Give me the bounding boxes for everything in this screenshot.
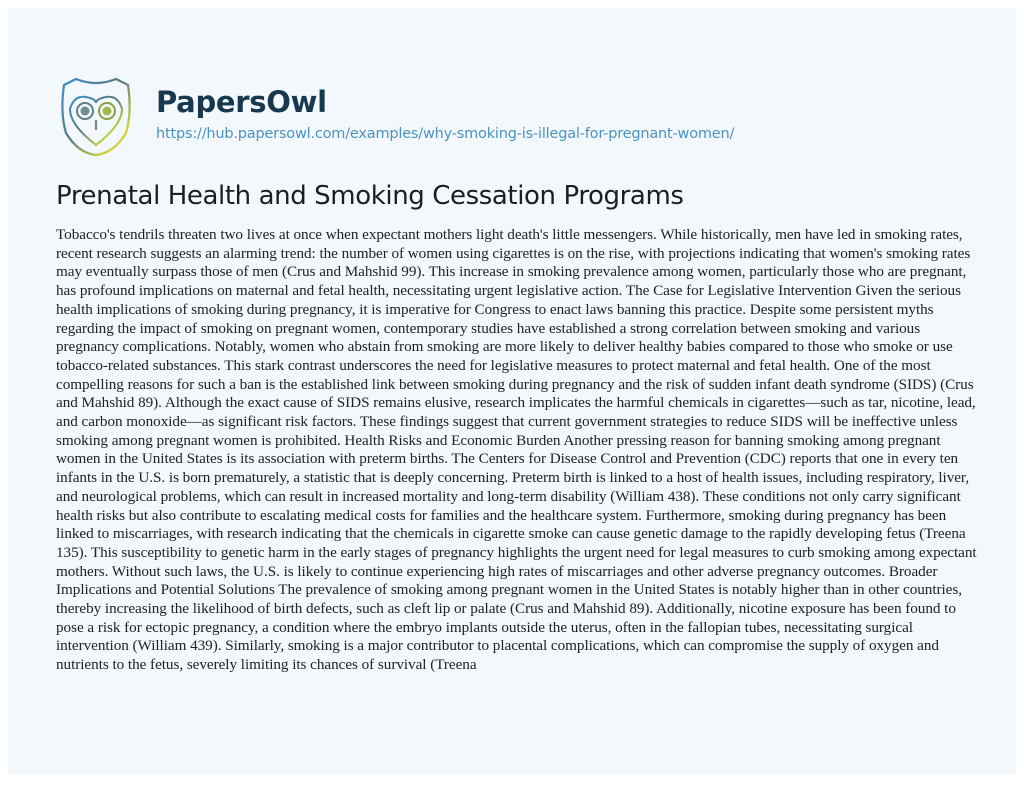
document-card	[8, 8, 1016, 774]
document-body: Tobacco's tendrils threaten two lives at once when expectant mothers light death's little messengers. While historically, men have led in smoking rates, recent research suggests an alarming trend: the number of women using cigarettes is on the rise, with projections indicating that women's smoking rates may eventually surpass those of men (Crus and Mahshid 99). This increase in smoking prevalence among women, particularly those who are pregnant, has profound implications on maternal and fetal health, necessitating urgent legislative action. The Case for Legislative Intervention Given the serious health implications of smoking during pregnancy, it is imperative for Congress to enact laws banning this practice. Despite some persistent myths regarding the impact of smoking on pregnant women, contemporary studies have established a strong correlation between smoking and various pregnancy complications. Notably, women who abstain from smoking are more likely to deliver healthy babies compared to those who smoke or use tobacco-related substances. This stark contrast underscores the need for legislative measures to protect maternal and fetal health. One of the most compelling reasons for such a ban is the established link between smoking during pregnancy and the risk of sudden infant death syndrome (SIDS) (Crus and Mahshid 89). Although the exact cause of SIDS remains elusive, research implicates the harmful chemicals in cigarettes—such as tar, nicotine, lead, and carbon monoxide—as significant risk factors. These findings suggest that current government strategies to reduce SIDS will be ineffective unless smoking among pregnant women is prohibited. Health Risks and Economic Burden Another pressing reason for banning smoking among pregnant women in the United States is its association with preterm births. The Centers for Disease Control and Prevention (CDC) reports that one in every ten infants in the U.S. is born prematurely, a statistic that is deeply concerning. Preterm birth is linked to a host of health issues, including respiratory, liver, and neurological problems, which can result in increased mortality and long-term disability (William 438). These conditions not only carry significant health risks but also contribute to escalating medical costs for families and the healthcare system. Furthermore, smoking during pregnancy has been linked to miscarriages, with research indicating that the chemicals in cigarette smoke can cause genetic damage to the rapidly developing fetus (Treena 135). This susceptibility to genetic harm in the early stages of pregnancy highlights the urgent need for legal measures to curb smoking among expectant mothers. Without such laws, the U.S. is likely to continue experiencing high rates of miscarriages and other adverse pregnancy outcomes. Broader Implications and Potential Solutions The prevalence of smoking among pregnant women in the United States is notably higher than in other countries, thereby increasing the likelihood of birth defects, such as cleft lip or palate (Crus and Mahshid 89). Additionally, nicotine exposure has been found to pose a risk for ectopic pregnancy, a condition where the embryo implants outside the uterus, often in the fallopian tubes, necessitating surgical intervention (William 439). Similarly, smoking is a major contributor to placental complications, which can compromise the supply of oxygen and nutrients to the fetus, severely limiting its chances of survival (Treena	[56, 226, 977, 674]
owl-logo-icon	[56, 73, 136, 157]
source-url-link[interactable]: https://hub.papersowl.com/examples/why-smoking-is-illegal-for-pregnant-women/	[156, 126, 735, 142]
document-title: Prenatal Health and Smoking Cessation Programs	[56, 181, 684, 211]
brand-name[interactable]: PapersOwl	[156, 85, 327, 119]
brand-header	[56, 70, 734, 160]
brand-block	[156, 85, 734, 145]
